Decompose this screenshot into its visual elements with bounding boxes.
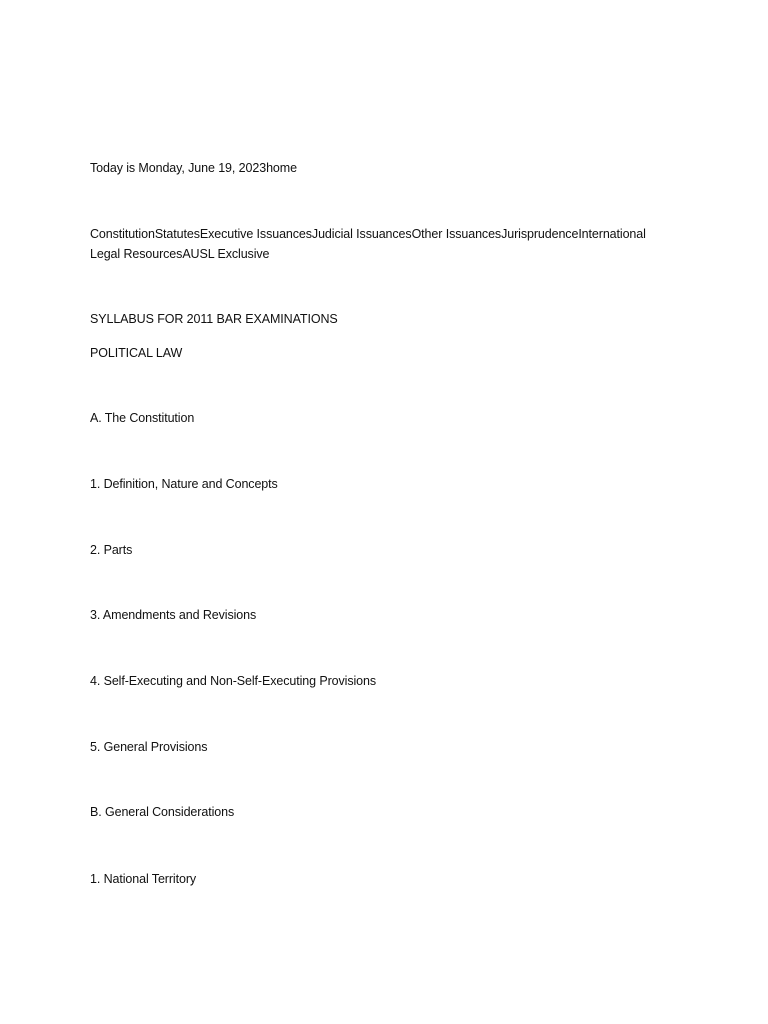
nav-link-other-issuances[interactable]: Other Issuances: [411, 227, 502, 241]
nav-link-international-legal-resources[interactable]: International Legal Resources: [90, 227, 646, 261]
date-line: [90, 158, 297, 178]
nav-link-statutes[interactable]: Statutes: [154, 227, 200, 241]
date-text: Today is Monday, June 19, 2023: [90, 161, 267, 175]
nav-link-executive-issuances[interactable]: Executive Issuances: [199, 227, 312, 241]
outline-item: 1. Definition, Nature and Concepts: [90, 477, 278, 491]
outline-item: 4. Self-Executing and Non-Self-Executing Provisions: [90, 674, 377, 688]
subject-heading: POLITICAL LAW: [90, 346, 183, 360]
home-link[interactable]: home: [266, 161, 297, 175]
outline-item: B. General Considerations: [90, 805, 235, 819]
outline-item: 1. National Territory: [90, 872, 197, 886]
outline-item: 5. General Provisions: [90, 740, 208, 754]
outline-item: 3. Amendments and Revisions: [90, 608, 257, 622]
outline-item: 2. Parts: [90, 543, 133, 557]
nav-link-ausl-exclusive[interactable]: AUSL Exclusive: [182, 247, 270, 261]
document-title: SYLLABUS FOR 2011 BAR EXAMINATIONS: [90, 312, 338, 326]
nav-link-constitution[interactable]: Constitution: [90, 227, 155, 241]
nav-link-jurisprudence[interactable]: Jurisprudence: [501, 227, 579, 241]
outline-item: A. The Constitution: [90, 411, 195, 425]
top-navigation: [90, 224, 670, 264]
nav-link-judicial-issuances[interactable]: Judicial Issuances: [311, 227, 412, 241]
